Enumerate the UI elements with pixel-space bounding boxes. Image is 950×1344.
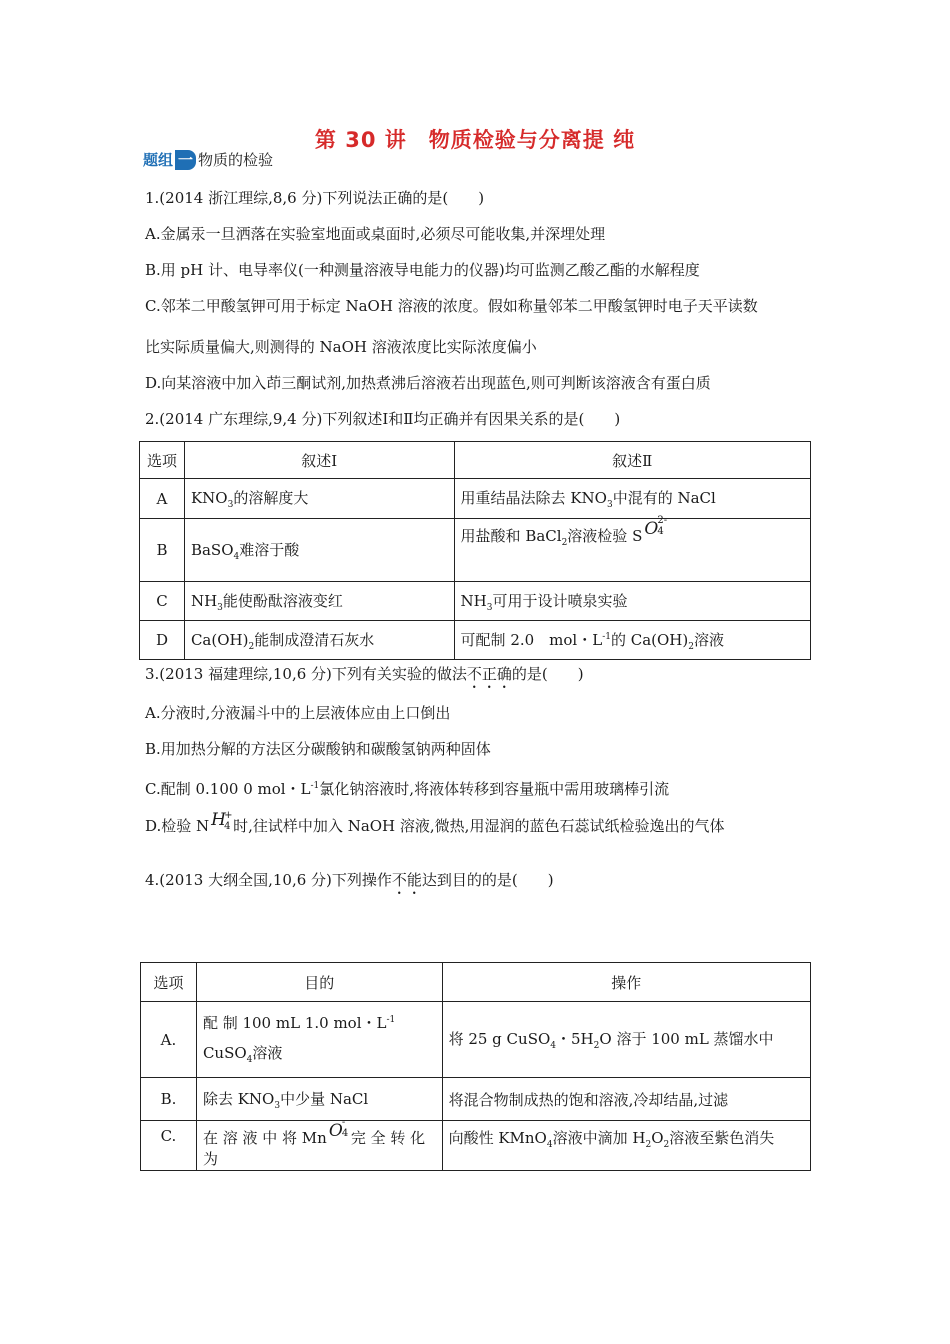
q4-stem [145,870,554,898]
text: 中少量 NaCl [280,1089,369,1108]
ion-base: H [211,810,226,830]
q3-option-a: A.分液时,分液漏斗中的上层液体应由上口倒出 [145,704,451,722]
text: 溶液 [252,1043,283,1062]
superscript: -1 [386,1014,396,1025]
text: 用重结晶法除去 KNO [460,489,607,507]
ion-subscript: 4 [224,821,231,832]
text: BaSO [190,540,234,559]
text: 的溶解度大 [233,489,309,507]
text: 可用于设计喷泉实验 [492,591,628,610]
statement-2-cell [454,621,810,660]
header-cell: 选项 [141,963,197,1002]
subscript: 2 [688,641,694,652]
statement-1-cell [184,582,454,621]
subscript: 3 [227,500,234,510]
text: 的 Ca(OH) [610,630,689,649]
superscript: -1 [602,631,611,642]
option-cell: B. [141,1078,197,1121]
table-row [140,479,811,519]
subscript: 2 [593,1041,600,1051]
text: C.配制 0.100 0 mol・L [145,780,311,798]
text: 3.(2013 福建理综,10,6 分)下列有关实验的做法 [145,665,467,683]
text: Ca(OH) [190,630,249,649]
statement-1-cell [184,519,454,582]
text: 完 全 转 化 为 [202,1129,426,1168]
text: 能使酚酞溶液变红 [222,591,343,610]
q1-option-a: A.金属汞一旦洒落在实验室地面或桌面时,必须尽可能收集,并深埋处理 [145,225,606,243]
text: NH [190,591,218,610]
q1-option-d: D.向某溶液中加入茚三酮试剂,加热煮沸后溶液若出现蓝色,则可判断该溶液含有蛋白质 [145,374,711,392]
statement-2-cell [454,582,810,621]
subscript: 4 [233,551,240,562]
table-row [140,519,811,582]
text: D.检验 N [145,817,210,835]
option-cell: C [140,582,185,621]
subscript: 4 [546,1140,553,1150]
ion-charge: + [224,810,233,821]
subscript: 2 [645,1140,652,1150]
goal-line-2 [203,1038,436,1075]
q1-option-b: B.用 pH 计、电导率仪(一种测量溶液导电能力的仪器)均可监测乙酸乙酯的水解程度 [145,261,700,279]
ion-subscript: 4 [341,1128,349,1139]
section-tag: 题组 [143,151,174,169]
page-title: 第 30 讲 物质检验与分离提 纯 [314,128,636,152]
ammonium-ion-formula [209,810,233,836]
q3-option-c [145,776,669,799]
text: 难溶于酸 [239,540,300,559]
statement-2-cell [454,515,810,582]
q2-stem: 2.(2014 广东理综,9,4 分)下列叙述Ⅰ和Ⅱ均正确并有因果关系的是( ) [145,410,621,428]
emphasis-text: 不能 [391,871,422,889]
operation-cell [442,1121,810,1171]
table-row [141,963,811,1002]
q1-option-c-cont: 比实际质量偏大,则测得的 NaOH 溶液浓度比实际浓度偏小 [145,338,537,356]
text: 中混有的 NaCl [612,489,716,507]
table-row [140,442,811,479]
table-row [140,621,811,660]
subscript: 3 [217,602,223,613]
table-row [141,1121,811,1171]
ion-charge: 2- [657,515,668,526]
subscript: 3 [486,602,493,613]
text: 配 制 100 mL 1.0 mol・L [202,1013,387,1032]
q1-option-c: C.邻苯二甲酸氢钾可用于标定 NaOH 溶液的浓度。假如称量邻苯二甲酸氢钾时电子天平读数 [145,297,758,315]
q2-table [139,441,811,660]
table-row [141,1002,811,1078]
statement-2-cell [454,479,810,519]
text: KNO [190,489,228,507]
subscript: 2 [663,1140,670,1150]
subscript: 3 [606,500,613,510]
option-cell: B [140,519,185,582]
header-cell: 操作 [442,963,810,1002]
text: 达到目的的是( ) [421,871,554,889]
option-cell: A [140,479,185,519]
ion-charge: - [341,1117,346,1128]
text: 除去 KNO [202,1089,275,1108]
header-cell: 叙述Ⅰ [184,442,454,479]
header-cell: 选项 [140,442,185,479]
text: NH [460,591,487,610]
goal-cell [196,1117,442,1171]
section-badge [141,150,273,170]
statement-1-cell [184,621,454,660]
goal-cell [196,1002,442,1078]
text: O 溶于 100 mL 蒸馏水中 [599,1030,774,1048]
q1-stem: 1.(2014 浙江理综,8,6 分)下列说法正确的是( ) [145,189,485,207]
text: 用盐酸和 BaCl [460,527,562,545]
text: 在 溶 液 中 将 Mn [202,1129,327,1147]
goal-cell [196,1078,442,1121]
text: 可配制 2.0 mol・L [460,630,603,649]
text: 氯化钠溶液时,将液体转移到容量瓶中需用玻璃棒引流 [319,780,670,798]
goal-line-1 [203,1005,436,1038]
superscript: -1 [310,781,320,791]
subscript: 3 [274,1100,281,1111]
permanganate-ion-formula [327,1117,351,1147]
text: O [651,1129,664,1147]
text: 能制成澄清石灰水 [254,630,375,649]
text: 向酸性 KMnO [448,1129,547,1147]
subscript: 2 [561,538,568,548]
operation-cell: 将混合物制成热的饱和溶液,冷却结晶,过滤 [442,1078,810,1121]
q3-option-d [145,810,725,836]
subscript: 4 [550,1041,557,1051]
option-cell: D [140,621,185,660]
text: 4.(2013 大纲全国,10,6 分)下列操作 [145,871,392,889]
sulfate-ion-formula [642,515,668,545]
ion-subscript: 4 [657,526,664,537]
table-row [141,1078,811,1121]
ion-base: O [328,1121,343,1141]
option-cell: A. [141,1002,197,1078]
header-cell: 目的 [196,963,442,1002]
option-cell: C. [141,1121,197,1171]
text: 溶液至紫色消失 [669,1129,775,1147]
emphasis-text: 不正确 [466,665,512,683]
text: 的是( ) [511,665,584,683]
q4-table [140,962,811,1171]
operation-cell [442,1002,810,1078]
text: 溶液 [693,630,724,649]
statement-1-cell [184,479,454,519]
subscript: 2 [248,641,255,652]
subscript: 4 [246,1054,253,1065]
table-row [140,582,811,621]
ion-base: O [644,519,659,539]
text: CuSO [202,1043,247,1062]
section-number: 一 [175,150,196,170]
text: 将 25 g CuSO [448,1030,551,1048]
q3-option-b: B.用加热分解的方法区分碳酸钠和碳酸氢钠两种固体 [145,740,491,758]
text: ・5H [556,1030,594,1048]
text: 溶液中滴加 H [552,1129,646,1147]
q3-stem [145,664,584,692]
section-label: 物质的检验 [198,151,274,169]
header-cell: 叙述Ⅱ [454,442,810,479]
text: 溶液检验 S [567,527,643,545]
text: 时,往试样中加入 NaOH 溶液,微热,用湿润的蓝色石蕊试纸检验逸出的气体 [233,817,725,835]
